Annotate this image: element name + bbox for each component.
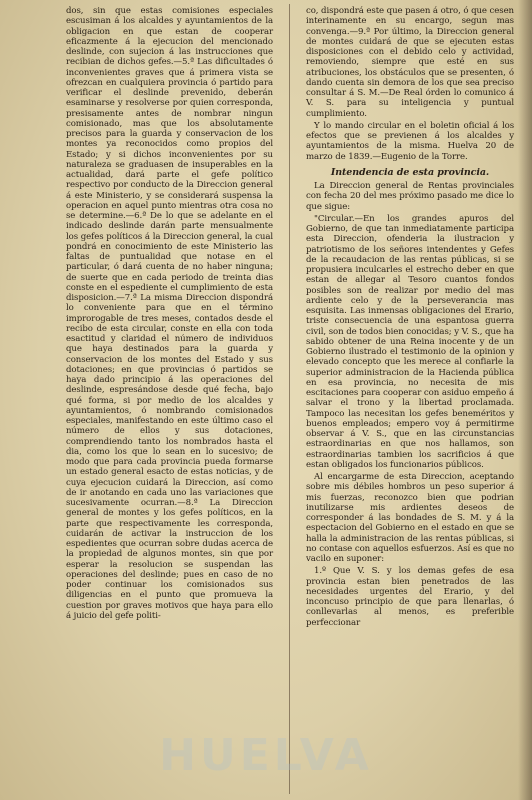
right-paragraph: co, dispondrá este que pasen á otro, ó que cesen interinamente en su encargo, segun mas convenga.—9.ª Por último, la Direccion general de montes cuidará de que se ejecuten estas disposiciones con el debido celo y actividad, removiendo, siempre que esté en sus atribuciones, los obstáculos que se presenten, ó dando cuenta sin demora de los que sea preciso consultar á S. M.—De Real órden lo comunico á V. S. para su inteligencia y puntual cumplimiento. [306,6,514,119]
section-heading: Intendencia de esta provincia. [330,166,490,178]
right-paragraph: "Circular.—En los grandes apuros del Gobierno, de que tan inmediatamente participa esta Direccion, ofenderia la ilustracion y patriotismo de los señores intendentes y Gefes de la recaudacion de las rentas públicas, si se propusiera inculcarles el estrecho deber en que estan de allegar al Tesoro cuantos fondos posibles son de realizar por medio del mas ardiente celo y de la perseverancia mas esquisita. Las inmensas obligaciones del Erario, triste consecuencia de una espantosa guerra civil, son de todos bien conocidas; y V. S., que ha sabido obtener de una Reina inocente y de un Gobierno ilustrado el testimonio de la opinion y elevado concepto que les merece al confiarle la superior administracion de la Hacienda pública en esa provincia, no necesita de mis escitaciones para cooperar con asiduo empeño á salvar el trono y la libertad proclamada. Tampoco las necesitan los gefes beneméritos y buenos empleados; empero voy á permitirme observar á V. S., que en las circunstancias estraordinarias en que nos hallamos, son estraordinarias tambien los sacrificios á que estan obligados los funcionarios públicos. [306,213,514,470]
left-paragraph: dos, sin que estas comisiones especiales escusiman á los alcaldes y ayuntamientos de la obligacion en que estan de cooperar eficazmente á la ejecucion del mencionado deslinde, con sujecion á las instrucciones que recibian de dichos gefes.—5.ª Las dificultades ó inconvenientes graves que á primera vista se ofrezcan en cualquiera provincia ó partido para verificar el deslinde prevenido, deberán esaminarse y resolverse por quien corresponda, presisamente antes de nombrar ningun comisionado, mas que los absolutamente precisos para la guarda y conservacion de los montes ya reconocidos como propios del Estado; y si dichos inconvenientes por su naturaleza se graduasen de insuperables en la actualidad, dará parte el gefe político respectivo por conducto de la Direccion general á este Ministerio, y se considerará suspensa la operacion en aquel punto mientras otra cosa no se determine.—6.ª De lo que se adelante en el indicado deslinde darán parte mensualmente los gefes políticos á la Direccion general, la cual pondrá en conocimiento de este Ministerio las faltas de puntualidad que notase en el particular, ó dará cuenta de no haber ninguna; de suerte que en cada periodo de treinta dias conste en el espediente el cumplimiento de esta disposicion.—7.ª La misma Direccion dispondrá lo conveniente para que en el término improrogable de tres meses, contados desde el recibo de esta circular, conste en ella con toda esactitud y claridad el número de individuos que haya destinados para la guarda y conservacion de los montes del Estado y sus dotaciones; en que provincias ó partidos se haya dado principio á las operaciones del deslinde, espresándose desde qué fecha, bajo qué forma, si por medio de los alcaldes y ayuntamientos, ó nombrando comisionados especiales, manifestando en este último caso el número de ellos y sus dotaciones, comprendiendo tanto los nombrados hasta el dia, como los que lo sean en lo sucesivo; de modo que para cada provincia pueda formarse un estado general esacto de estas noticias, y de cuya ejecucion cuidará la Direccion, así como de ir anotando en cada uno las variaciones que sucesivamente ocurran.—8.ª La Direccion general de montes y los gefes políticos, en la parte que respectivamente les corresponda, cuidarán de activar la instruccion de los espedientes que ocurran sobre dudas acerca de la propiedad de algunos montes, sin que por esperar la resolucion se suspendan las operaciones del deslinde; pues en caso de no poder continuar los comisionados sus diligencias en el punto que promueva la cuestion por graves motivos que haya para ello á juicio del gefe politi- [66,6,273,621]
page-edge-shadow [518,0,532,800]
right-paragraph: 1.º Que V. S. y los demas gefes de esa provincia estan bien penetrados de las necesidades urgentes del Erario, y del inconcuso principio de que para llenarlas, ó conllevarlas al menos, es preferible perfeccionar [306,566,514,628]
right-paragraph: Y lo mando circular en el boletin oficial á los efectos que se previenen á los alcaldes y ayuntamientos de la misma. Huelva 20 de marzo de 1839.—Eugenio de la Torre. [306,120,514,162]
right-paragraph: La Direccion general de Rentas provinciales con fecha 20 del mes próximo pasado me dice lo que sigue: [306,181,514,212]
watermark: HUELVA [159,729,373,781]
left-column [66,6,273,621]
column-divider [289,4,290,794]
right-column [306,6,514,628]
right-paragraph: Al encargarme de esta Direccion, aceptando sobre mis débiles hombros un peso superior á mis fuerzas, reconozco bien que podrian inutilizarse mis ardientes deseos de corresponder á las bondades de S. M. y á la espectacion del Gobierno en el estado en que se halla la administracion de las rentas públicas, si no contase con aquellos esfuerzos. Así es que no vacilo en suponer: [306,472,514,564]
